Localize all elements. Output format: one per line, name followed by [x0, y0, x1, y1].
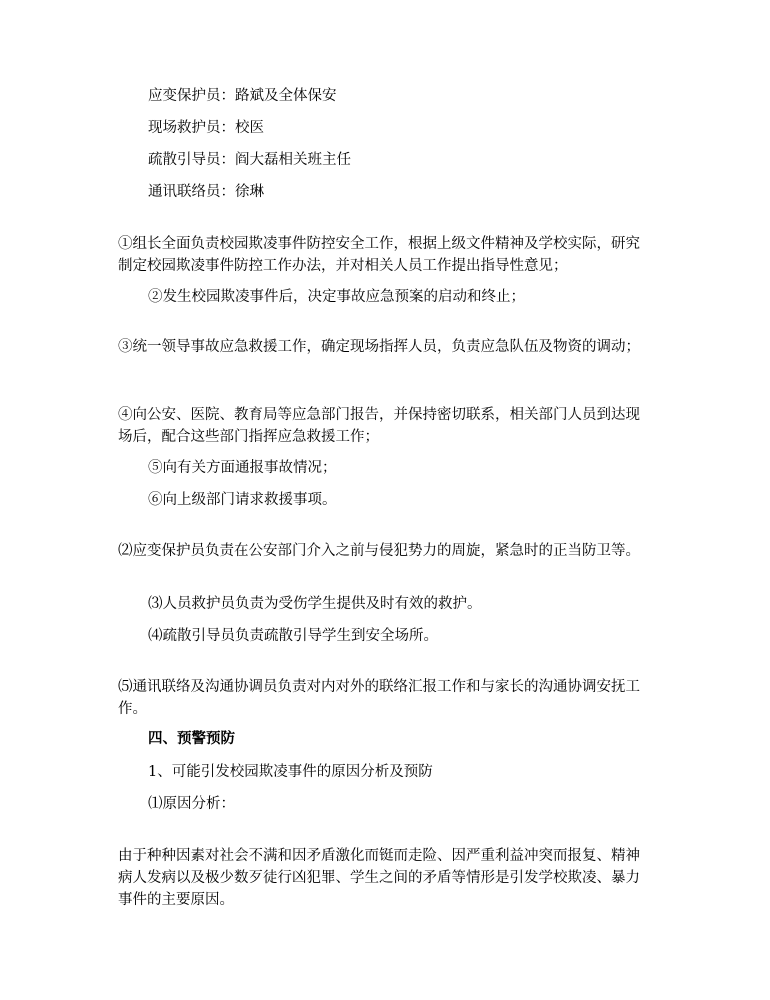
duty-paragraph: ①组长全面负责校园欺凌事件防控安全工作，根据上级文件精神及学校实际，研究制定校园欺凌事件防控工作办法，并对相关人员工作提出指导性意见；: [118, 236, 640, 274]
role-line: 通讯联络员：徐琳: [148, 184, 264, 200]
role-line: 疏散引导员：阎大磊相关班主任: [148, 152, 351, 168]
analysis-paragraph: 由于种种因素对社会不满和因矛盾激化而铤而走险、因严重利益冲突而报复、精神病人发病以及极少数歹徒行凶犯罪、学生之间的矛盾等情形是引发学校欺凌、暴力事件的主要原因。: [118, 848, 640, 908]
duty-paragraph: ⑥向上级部门请求救援事项。: [148, 492, 337, 508]
duty-paragraph: ③统一领导事故应急救援工作，确定现场指挥人员，负责应急队伍及物资的调动；: [118, 339, 640, 355]
role-line: 现场救护员：校医: [148, 120, 264, 136]
member-duty-paragraph: ⑷疏散引导员负责疏散引导学生到安全场所。: [148, 628, 438, 644]
duty-paragraph: ④向公安、医院、教育局等应急部门报告，并保持密切联系，相关部门人员到达现场后，配合这些部门指挥应急救援工作；: [118, 407, 640, 445]
member-duty-paragraph: ⑵应变保护员负责在公安部门介入之前与侵犯势力的周旋，紧急时的正当防卫等。: [118, 543, 640, 559]
member-duty-paragraph: ⑶人员救护员负责为受伤学生提供及时有效的救护。: [148, 596, 482, 612]
member-duty-paragraph: ⑸通讯联络及沟通协调员负责对内对外的联络汇报工作和与家长的沟通协调安抚工作。: [118, 679, 640, 717]
duty-paragraph: ②发生校园欺凌事件后，决定事故应急预案的启动和终止；: [148, 289, 525, 305]
subsection-heading: 1、可能引发校园欺凌事件的原因分析及预防: [148, 764, 433, 780]
duty-paragraph: ⑤向有关方面通报事故情况；: [148, 460, 337, 476]
subsection-item-heading: ⑴原因分析：: [148, 796, 235, 812]
role-line: 应变保护员：路斌及全体保安: [148, 88, 337, 104]
section-heading: 四、预警预防: [148, 730, 235, 747]
